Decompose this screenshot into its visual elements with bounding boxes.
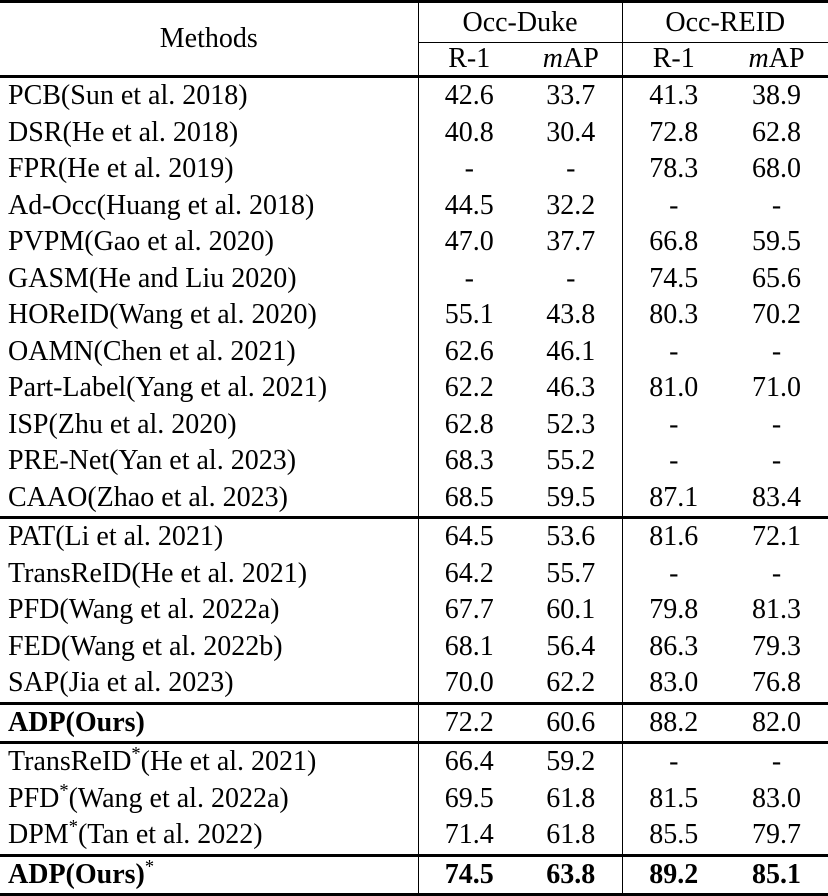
method-cell — [0, 407, 418, 444]
method-citation: (Tan et al. 2022) — [77, 819, 263, 851]
value-cell: 72.2 — [418, 703, 520, 743]
value-cell: - — [622, 407, 725, 444]
value-cell: 33.7 — [546, 80, 596, 112]
occ-duke-group-header: Occ-Duke — [418, 2, 622, 43]
table-row — [0, 443, 828, 480]
method-cell — [0, 665, 418, 703]
reid-map-column-header — [725, 43, 828, 77]
value-cell: 71.4 — [418, 817, 520, 855]
value-cell: 83.0 — [752, 782, 801, 814]
method-cell — [0, 151, 418, 188]
value-cell: 59.5 — [752, 226, 801, 258]
value-cell: - — [771, 557, 782, 589]
method-name: TransReID — [8, 746, 132, 778]
value-cell: 37.7 — [546, 226, 596, 258]
value-cell: 67.7 — [418, 592, 520, 629]
value-cell: 72.1 — [752, 521, 801, 553]
value-cell: - — [622, 188, 725, 225]
value-cell: 53.6 — [546, 521, 596, 553]
asterisk-superscript: * — [68, 816, 78, 837]
asterisk-superscript: * — [131, 743, 141, 764]
table-row — [0, 334, 828, 371]
value-cell: 89.2 — [622, 855, 725, 895]
value-cell: 41.3 — [622, 77, 725, 115]
method-name: PFD — [8, 782, 60, 814]
value-cell: - — [418, 261, 520, 298]
method-name: SAP(Jia et al. 2023) — [8, 667, 234, 699]
value-cell: 85.5 — [622, 817, 725, 855]
method-name: HOReID(Wang et al. 2020) — [8, 299, 317, 331]
method-citation: (He et al. 2021) — [140, 746, 317, 778]
method-name: GASM(He and Liu 2020) — [8, 262, 297, 294]
value-cell: 66.8 — [622, 224, 725, 261]
table-row — [0, 781, 828, 818]
table-row — [0, 556, 828, 593]
metric-label: R-1 — [652, 43, 695, 74]
value-cell: - — [566, 153, 576, 185]
method-name: ISP(Zhu et al. 2020) — [8, 408, 237, 440]
metric-label: AP — [768, 43, 805, 74]
method-name: TransReID(He et al. 2021) — [8, 557, 308, 589]
value-cell: 42.6 — [418, 77, 520, 115]
value-cell: - — [622, 443, 725, 480]
value-cell: 88.2 — [622, 703, 725, 743]
header-group-row — [0, 2, 828, 43]
value-cell: - — [771, 335, 782, 367]
table-row — [0, 261, 828, 298]
value-cell: 46.3 — [546, 372, 596, 404]
value-cell: - — [771, 746, 782, 778]
value-cell: 44.5 — [418, 188, 520, 225]
table-row — [0, 370, 828, 407]
method-name: PVPM(Gao et al. 2020) — [8, 226, 274, 258]
value-cell: 55.7 — [546, 557, 596, 589]
method-name: ADP(Ours) — [8, 858, 145, 890]
method-name: OAMN(Chen et al. 2021) — [8, 335, 296, 367]
method-cell — [0, 817, 418, 855]
method-name: ADP(Ours) — [8, 706, 145, 738]
asterisk-superscript: * — [144, 856, 155, 877]
table-row — [0, 77, 828, 115]
value-cell: 32.2 — [546, 189, 596, 221]
table-row — [0, 480, 828, 518]
value-cell: 56.4 — [546, 630, 596, 662]
metric-label-italic: m — [748, 43, 769, 74]
method-cell — [0, 703, 418, 743]
table-row — [0, 817, 828, 855]
value-cell: 40.8 — [418, 115, 520, 152]
value-cell: 64.2 — [418, 556, 520, 593]
table-row — [0, 115, 828, 152]
value-cell: - — [622, 743, 725, 781]
table-row — [0, 629, 828, 666]
table-row — [0, 297, 828, 334]
method-cell — [0, 297, 418, 334]
value-cell: 68.3 — [418, 443, 520, 480]
method-cell — [0, 224, 418, 261]
method-cell — [0, 592, 418, 629]
method-cell — [0, 480, 418, 518]
metric-label: AP — [562, 43, 599, 74]
value-cell: 61.8 — [546, 782, 596, 814]
value-cell: 71.0 — [752, 372, 801, 404]
table-row — [0, 407, 828, 444]
asterisk-superscript: * — [59, 780, 69, 801]
metric-label: R-1 — [448, 43, 491, 74]
method-name: PCB(Sun et al. 2018) — [8, 80, 248, 112]
method-name: DPM — [8, 819, 69, 851]
method-cell — [0, 443, 418, 480]
method-name: FPR(He et al. 2019) — [8, 153, 234, 185]
value-cell: 62.2 — [418, 370, 520, 407]
value-cell: 85.1 — [725, 855, 828, 895]
value-cell: 81.5 — [622, 781, 725, 818]
method-name: PAT(Li et al. 2021) — [8, 521, 224, 553]
value-cell: - — [771, 445, 782, 477]
metric-label-italic: m — [542, 43, 563, 74]
table-row — [0, 151, 828, 188]
method-cell — [0, 188, 418, 225]
method-name: DSR(He et al. 2018) — [8, 116, 239, 148]
method-name: Part-Label(Yang et al. 2021) — [8, 372, 328, 404]
value-cell: - — [771, 189, 782, 221]
table-row — [0, 188, 828, 225]
value-cell: 74.5 — [418, 855, 520, 895]
value-cell: - — [566, 262, 576, 294]
duke-rank1-column-header — [418, 43, 520, 77]
value-cell: 38.9 — [752, 80, 801, 112]
table-row — [0, 518, 828, 556]
table-row — [0, 703, 828, 743]
value-cell: 62.6 — [418, 334, 520, 371]
method-cell — [0, 334, 418, 371]
value-cell: 66.4 — [418, 743, 520, 781]
value-cell: 59.5 — [520, 480, 622, 518]
value-cell: 68.1 — [418, 629, 520, 666]
value-cell: 70.2 — [752, 299, 801, 331]
value-cell: 68.0 — [752, 153, 801, 185]
value-cell: 60.1 — [546, 594, 596, 626]
method-name: FED(Wang et al. 2022b) — [8, 630, 283, 662]
value-cell: 83.0 — [622, 665, 725, 703]
value-cell: 83.4 — [725, 480, 828, 518]
method-cell — [0, 855, 418, 895]
value-cell: 80.3 — [622, 297, 725, 334]
value-cell: 69.5 — [418, 781, 520, 818]
table-row — [0, 592, 828, 629]
value-cell: 63.8 — [520, 855, 622, 895]
value-cell: 78.3 — [622, 151, 725, 188]
value-cell: 46.1 — [546, 335, 596, 367]
method-name: CAAO(Zhao et al. 2023) — [8, 481, 288, 513]
value-cell: 61.8 — [520, 817, 622, 855]
table-row — [0, 855, 828, 895]
value-cell: 82.0 — [725, 703, 828, 743]
value-cell: - — [418, 151, 520, 188]
value-cell: 62.2 — [520, 665, 622, 703]
value-cell: 68.5 — [418, 480, 520, 518]
value-cell: 62.8 — [752, 116, 801, 148]
value-cell: 64.5 — [418, 518, 520, 556]
value-cell: 55.1 — [418, 297, 520, 334]
value-cell: 65.6 — [752, 262, 801, 294]
value-cell: - — [622, 334, 725, 371]
value-cell: 79.8 — [622, 592, 725, 629]
value-cell: 79.3 — [752, 630, 801, 662]
value-cell: 81.0 — [622, 370, 725, 407]
value-cell: 74.5 — [622, 261, 725, 298]
method-cell — [0, 115, 418, 152]
value-cell: 47.0 — [418, 224, 520, 261]
value-cell: 43.8 — [546, 299, 596, 331]
value-cell: 62.8 — [418, 407, 520, 444]
value-cell: 79.7 — [725, 817, 828, 855]
value-cell: 87.1 — [622, 480, 725, 518]
table-row — [0, 224, 828, 261]
method-cell — [0, 261, 418, 298]
table-row — [0, 665, 828, 703]
value-cell: - — [771, 408, 782, 440]
method-cell — [0, 743, 418, 781]
method-cell — [0, 629, 418, 666]
method-name: PRE-Net(Yan et al. 2023) — [8, 445, 297, 477]
method-name: Ad-Occ(Huang et al. 2018) — [8, 189, 315, 221]
occ-reid-group-header: Occ-REID — [622, 2, 828, 43]
value-cell: - — [622, 556, 725, 593]
methods-column-header: Methods — [0, 2, 418, 77]
method-cell — [0, 77, 418, 115]
value-cell: 76.8 — [725, 665, 828, 703]
method-citation: (Wang et al. 2022a) — [68, 782, 289, 814]
value-cell: 55.2 — [546, 445, 596, 477]
method-cell — [0, 556, 418, 593]
method-name: PFD(Wang et al. 2022a) — [8, 594, 280, 626]
table-row — [0, 743, 828, 781]
value-cell: 59.2 — [546, 746, 596, 778]
method-cell — [0, 781, 418, 818]
method-cell — [0, 518, 418, 556]
value-cell: 81.6 — [622, 518, 725, 556]
reid-rank1-column-header — [622, 43, 725, 77]
value-cell: 52.3 — [546, 408, 596, 440]
duke-map-column-header — [520, 43, 622, 77]
value-cell: 60.6 — [520, 703, 622, 743]
value-cell: 30.4 — [546, 116, 596, 148]
method-cell — [0, 370, 418, 407]
value-cell: 81.3 — [752, 594, 801, 626]
value-cell: 70.0 — [418, 665, 520, 703]
value-cell: 86.3 — [622, 629, 725, 666]
value-cell: 72.8 — [622, 115, 725, 152]
